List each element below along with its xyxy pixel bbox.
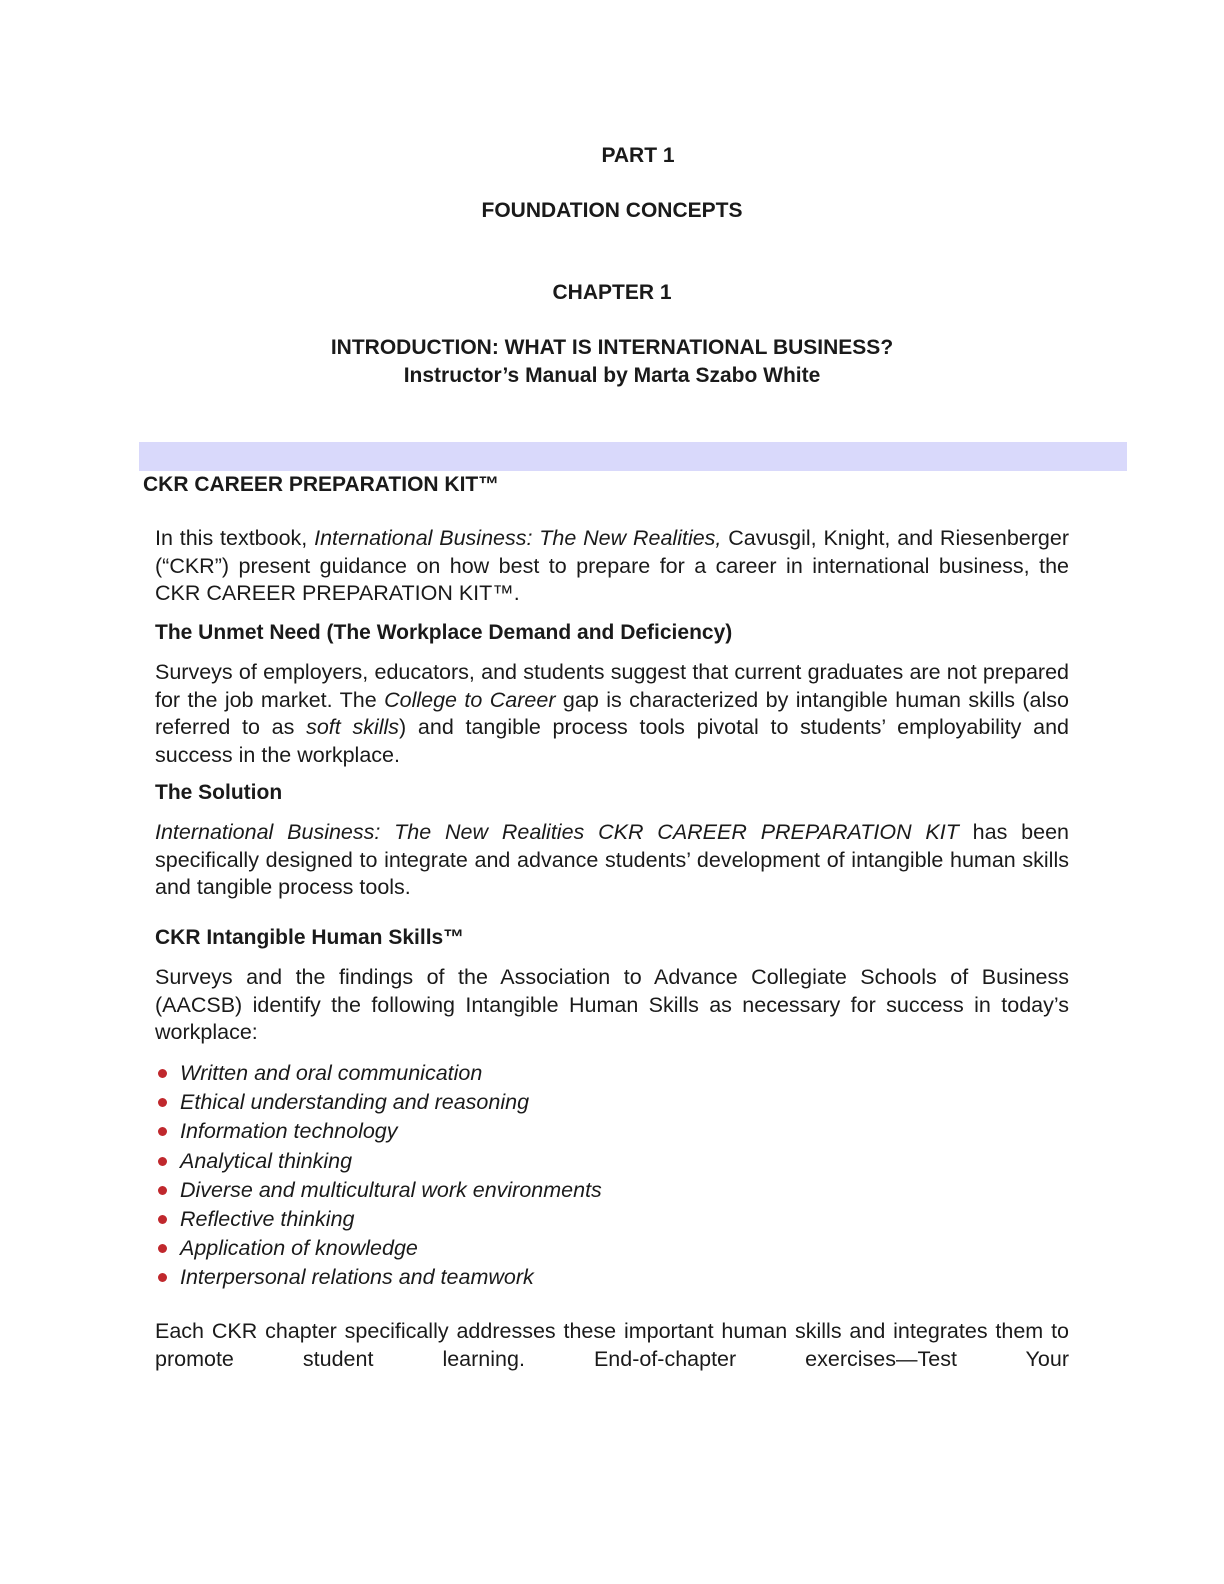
list-item (155, 1147, 602, 1176)
solution-kit-title: International Business: The New Realities CKR CAREER PREPARATION KIT (155, 820, 959, 844)
bullet-icon (158, 1186, 167, 1195)
skill-label: Application of knowledge (180, 1236, 418, 1261)
solution-text-b: has been specifically designed to integrate and advance students’ development of intangible human skills and tangible process tools. (155, 820, 1069, 899)
byline: Instructor’s Manual by Marta Szabo White (403, 364, 821, 387)
unmet-text-c: gap is characterized by intangible human skills (also referred to as (155, 687, 1069, 739)
section-heading: CKR CAREER PREPARATION KIT™ (143, 473, 500, 496)
list-item (155, 1234, 602, 1263)
list-item (155, 1059, 602, 1088)
bullet-icon (158, 1215, 167, 1224)
unmet-need-heading: The Unmet Need (The Workplace Demand and Deficiency) (155, 621, 733, 644)
skills-list (155, 1059, 602, 1293)
bullet-icon (158, 1273, 167, 1282)
part-label: PART 1 (601, 144, 675, 167)
part-title: FOUNDATION CONCEPTS (481, 199, 743, 222)
human-skills-heading: CKR Intangible Human Skills™ (155, 926, 465, 949)
skill-label: Diverse and multicultural work environments (180, 1177, 602, 1202)
list-item (155, 1176, 602, 1205)
section-band (139, 442, 1127, 471)
unmet-text-e: ) and tangible process tools pivotal to students’ employability and success in the workplace. (155, 715, 1069, 767)
skill-label: Information technology (180, 1119, 398, 1144)
bullet-icon (158, 1244, 167, 1253)
intro-text-c: Cavusgil, Knight, and Riesenberger (“CKR”) present guidance on how best to prepare for a career in international business, the CKR CAREER PREPARATION KIT™. (155, 526, 1069, 605)
unmet-soft-skills: soft skills (306, 715, 400, 739)
bullet-icon (158, 1098, 167, 1107)
skill-label: Interpersonal relations and teamwork (180, 1265, 534, 1290)
chapter-label: CHAPTER 1 (552, 281, 672, 304)
bullet-icon (158, 1157, 167, 1166)
intro-paragraph (155, 525, 1069, 608)
bullet-icon (158, 1127, 167, 1136)
intro-text-a: In this textbook, (155, 526, 315, 550)
skill-label: Ethical understanding and reasoning (180, 1090, 530, 1115)
solution-paragraph (155, 819, 1069, 902)
closing-paragraph: Each CKR chapter specifically addresses these important human skills and integrates them to promote student learning. End-of-chapter exercises—Test Your (155, 1319, 1069, 1371)
list-item (155, 1117, 602, 1146)
solution-heading: The Solution (155, 781, 283, 804)
chapter-title: INTRODUCTION: WHAT IS INTERNATIONAL BUSINESS? (330, 336, 894, 359)
list-item (155, 1263, 602, 1292)
skill-label: Reflective thinking (180, 1207, 355, 1232)
skill-label: Written and oral communication (180, 1061, 483, 1086)
intro-book-title: International Business: The New Realities, (314, 526, 722, 550)
bullet-icon (158, 1069, 167, 1078)
unmet-text-a: Surveys of employers, educators, and students suggest that current graduates are not prepared for the job market. The (155, 660, 1069, 712)
skill-label: Analytical thinking (180, 1148, 353, 1173)
human-skills-paragraph: Surveys and the findings of the Association to Advance Collegiate Schools of Business (AACSB) identify the following Intangible Human Skills as necessary for success in today’s workplace: (155, 965, 1069, 1044)
unmet-college-to-career: College to Career (384, 687, 556, 712)
unmet-need-paragraph (155, 659, 1069, 769)
list-item (155, 1205, 602, 1234)
list-item (155, 1088, 602, 1117)
